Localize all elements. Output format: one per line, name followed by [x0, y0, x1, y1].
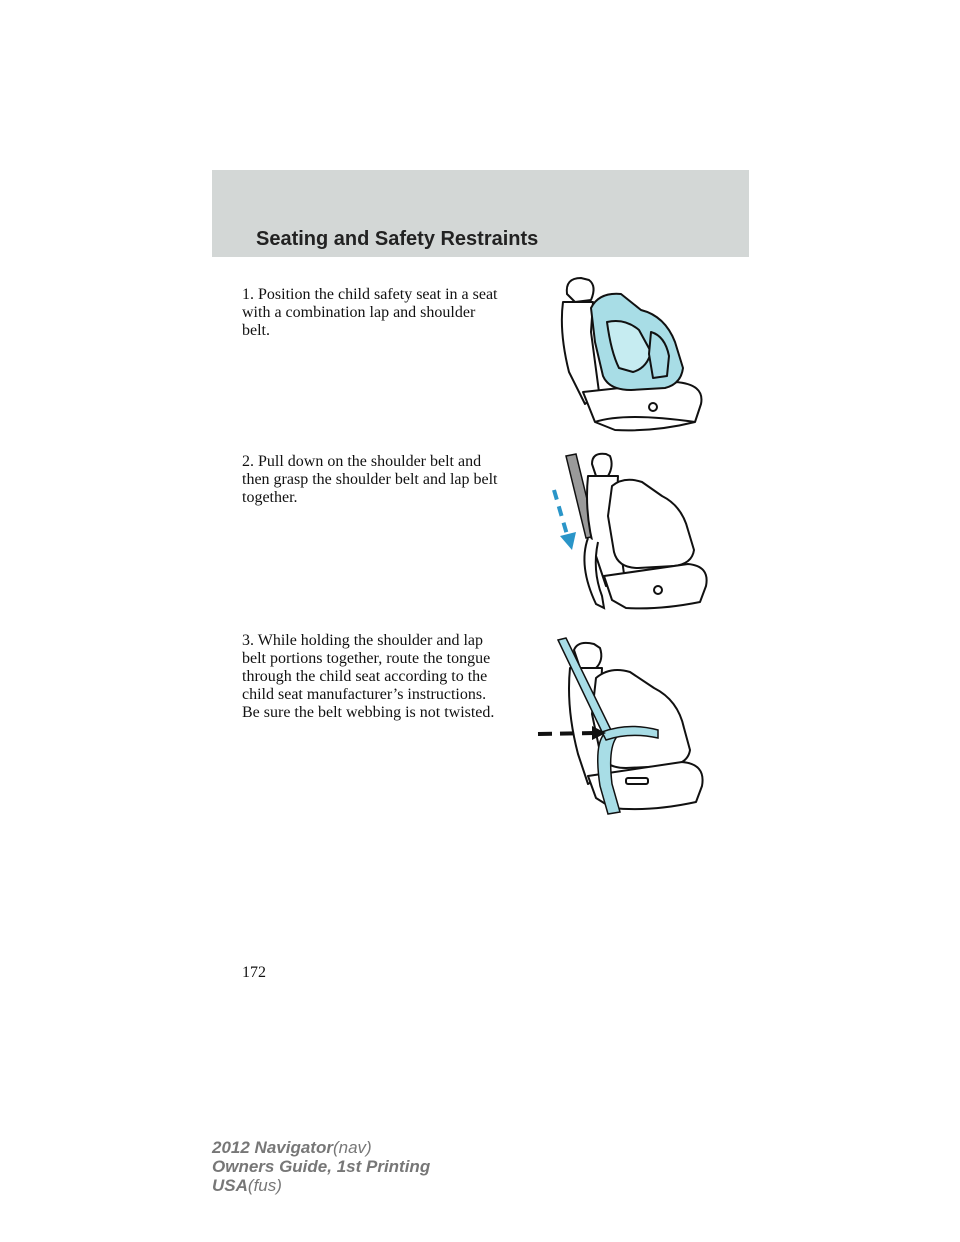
step-2-text: 2. Pull down on the shoulder belt and then grasp the shoulder belt and lap belt together.	[242, 453, 498, 506]
footer-model: 2012 Navigator	[212, 1138, 333, 1157]
child-seat-illustration-3	[508, 636, 718, 821]
page-number: 172	[242, 964, 266, 981]
document-footer	[212, 1138, 430, 1195]
step-3-text: 3. While holding the shoulder and lap belt portions together, route the tongue through the child seat according to the child seat manufacturer’s instructions. Be sure the belt webbing is not twisted.	[242, 632, 495, 721]
child-seat-illustration-1	[555, 272, 715, 437]
section-title: Seating and Safety Restraints	[256, 228, 539, 250]
section-header-band	[212, 170, 749, 257]
step-1-text: 1. Position the child safety seat in a seat with a combination lap and shoulder belt.	[242, 286, 498, 339]
child-seat-illustration-2	[548, 446, 713, 616]
footer-guide: Owners Guide, 1st Printing	[212, 1157, 431, 1176]
footer-region-code: (fus)	[247, 1176, 282, 1195]
footer-region: USA	[212, 1176, 248, 1195]
footer-model-code: (nav)	[332, 1138, 372, 1157]
